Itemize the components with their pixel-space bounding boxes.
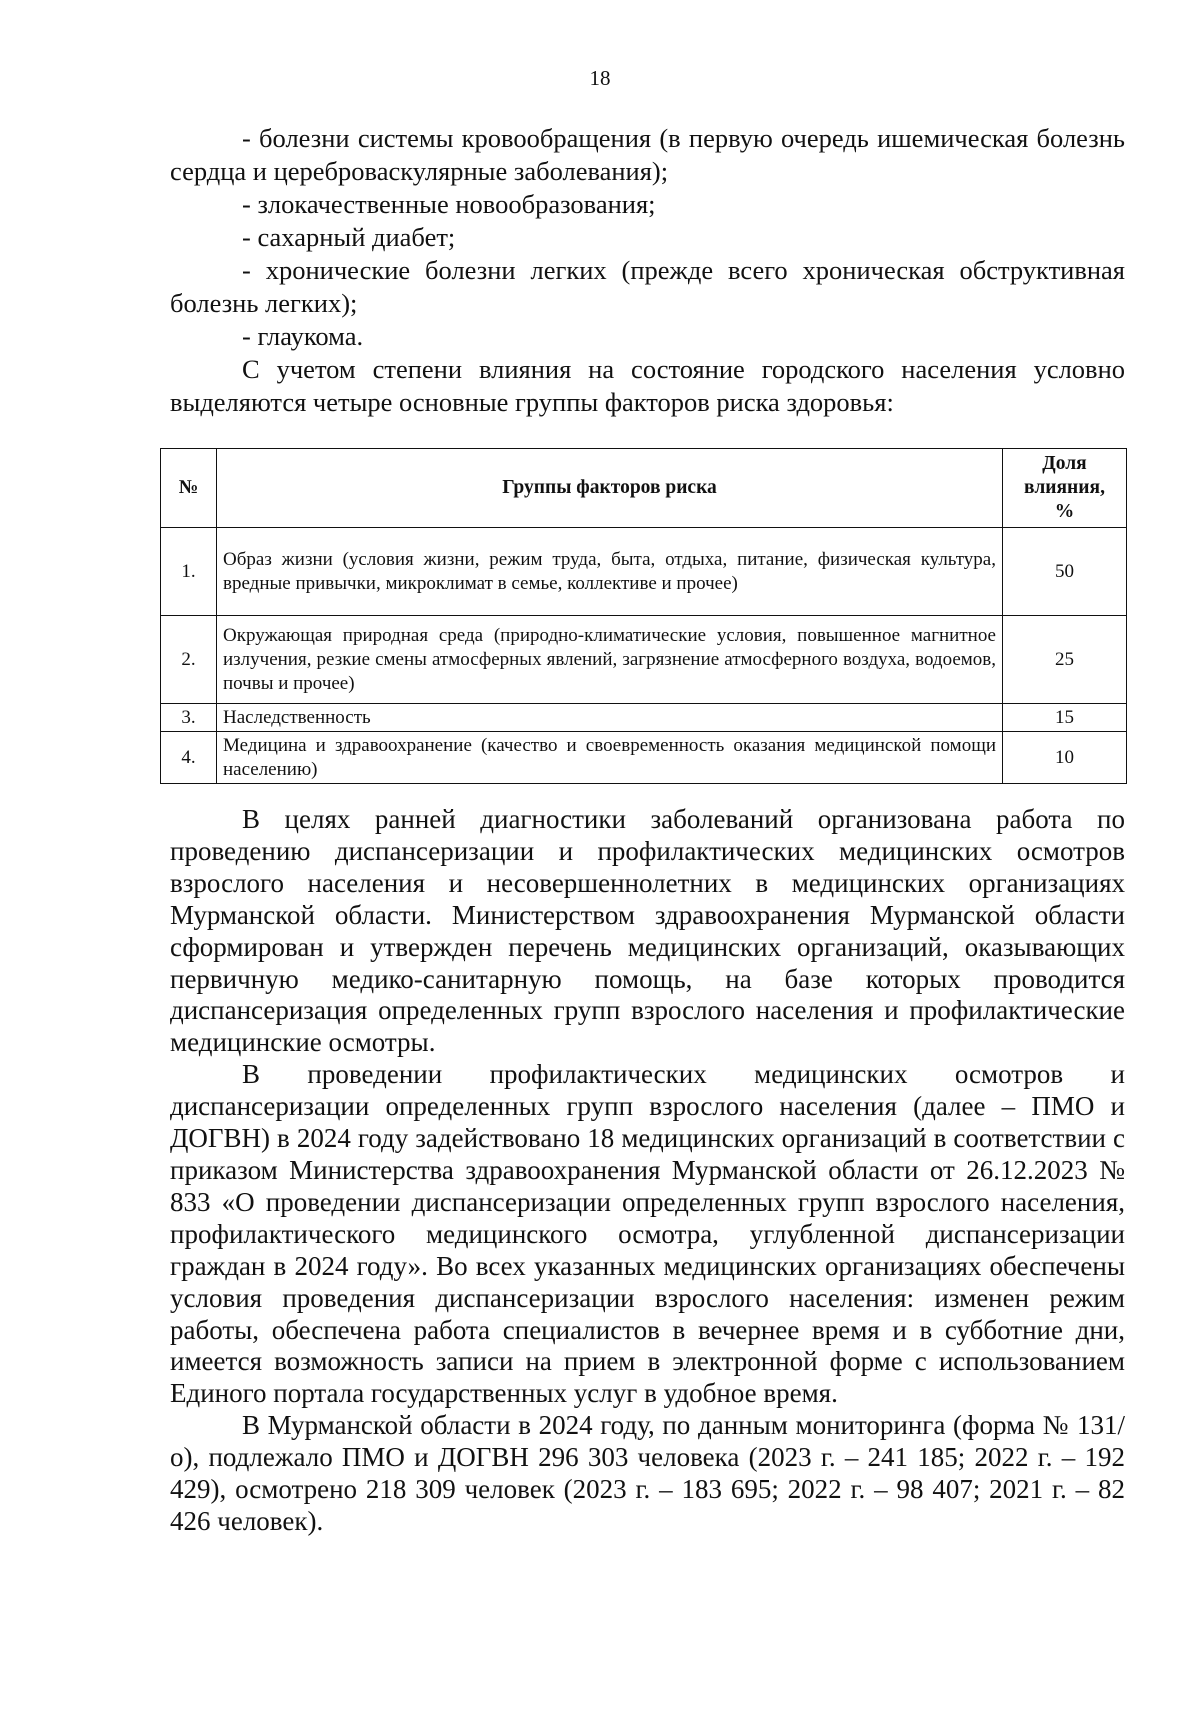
row-share: 15 [1003, 704, 1127, 732]
list-item: - болезни системы кровообращения (в первую очередь ишемическая болезнь сердца и цереброваскулярные заболевания); [170, 123, 1125, 186]
header-share-line: % [1054, 501, 1075, 522]
header-risk-groups: Группы факторов риска [217, 449, 1003, 528]
table-header-row [161, 449, 1127, 528]
intro-section [170, 122, 1125, 419]
row-share: 25 [1003, 616, 1127, 704]
row-number: 2. [161, 616, 217, 704]
page-number: 18 [589, 66, 611, 90]
table-row [161, 616, 1127, 704]
main-text [170, 804, 1125, 1538]
table-row [161, 732, 1127, 784]
table-row [161, 704, 1127, 732]
row-factor: Окружающая природная среда (природно-климатические условия, повышенное магнитное излучения, резкие смены атмосферных явлений, загрязнение атмосферного воздуха, водоемов, почвы и прочее) [217, 616, 1003, 704]
row-factor: Медицина и здравоохранение (качество и своевременность оказания медицинской помощи населению) [217, 732, 1003, 784]
list-item: - сахарный диабет; [242, 222, 456, 252]
row-factor: Наследственность [217, 704, 1003, 732]
header-share [1003, 449, 1127, 528]
row-share: 10 [1003, 732, 1127, 784]
row-number: 1. [161, 528, 217, 616]
paragraph: В целях ранней диагностики заболеваний организована работа по проведению диспансеризации и профилактических медицинских осмотров взрослого населения и несовершеннолетних в медицинских организациях Мурманской области. Министерством здравоохранения Мурманской области сформирован и утвержден перечень медицинских организаций, оказывающих первичную медико-санитарную помощь, на базе которых проводится диспансеризация определенных групп взрослого населения и профилактические медицинские осмотры. [170, 804, 1125, 1058]
intro-paragraph: С учетом степени влияния на состояние городского населения условно выделяются четыре основные группы факторов риска здоровья: [170, 354, 1125, 417]
list-item: - хронические болезни легких (прежде всего хроническая обструктивная болезнь легких); [170, 255, 1125, 318]
row-number: 3. [161, 704, 217, 732]
row-factor: Образ жизни (условия жизни, режим труда, быта, отдыха, питание, физическая культура, вредные привычки, микроклимат в семье, коллективе и прочее) [217, 528, 1003, 616]
header-share-line: Доля [1042, 453, 1087, 474]
risk-factors-table [160, 448, 1127, 784]
header-number: № [161, 449, 217, 528]
paragraph: В проведении профилактических медицинских осмотров и диспансеризации определенных групп взрослого населения (далее – ПМО и ДОГВН) в 2024 году задействовано 18 медицинских организаций в соответствии с приказом Министерства здравоохранения Мурманской области от 26.12.2023 № 833 «О проведении диспансеризации определенных групп взрослого населения, профилактического медицинского осмотра, углубленной диспансеризации граждан в 2024 году». Во всех указанных медицинских организациях обеспечены условия проведения диспансеризации взрослого населения: изменен режим работы, обеспечена работа специалистов в вечернее время и в субботние дни, имеется возможность записи на прием в электронной форме с использованием Единого портала государственных услуг в удобное время. [170, 1059, 1125, 1409]
list-item: - глаукома. [242, 321, 364, 351]
paragraph: В Мурманской области в 2024 году, по данным мониторинга (форма № 131/о), подлежало ПМО и ДОГВН 296 303 человека (2023 г. – 241 185; 2022 г. – 192 429), осмотрено 218 309 человек (2023 г. – 183 695; 2022 г. – 98 407; 2021 г. – 82 426 человек). [170, 1410, 1125, 1536]
row-number: 4. [161, 732, 217, 784]
row-share: 50 [1003, 528, 1127, 616]
table-row [161, 528, 1127, 616]
header-share-line: влияния, [1024, 477, 1105, 498]
list-item: - злокачественные новообразования; [242, 189, 656, 219]
